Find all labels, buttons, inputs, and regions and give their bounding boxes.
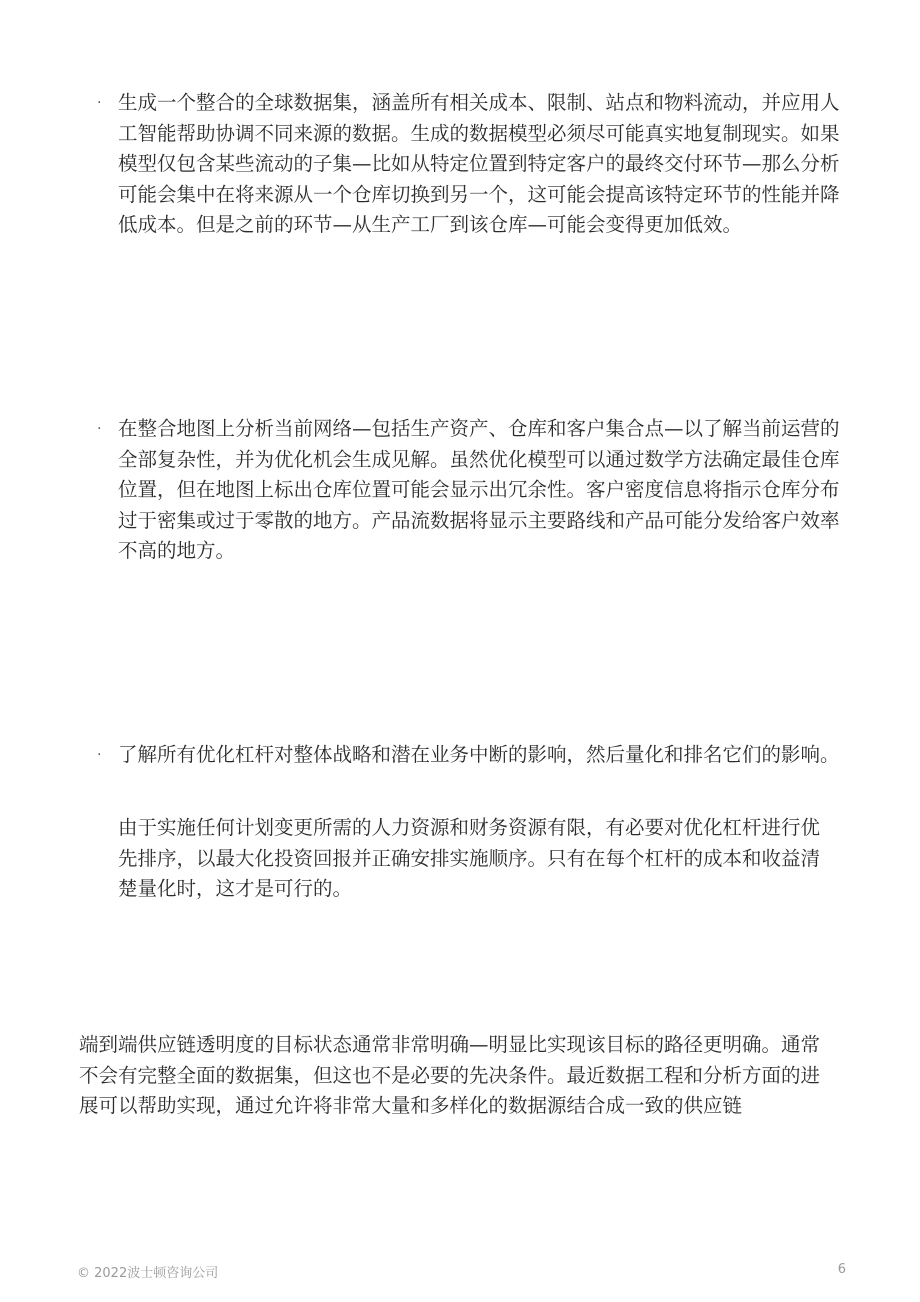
footer-copyright: © 2022波士顿咨询公司 <box>77 1266 219 1281</box>
bullet-marker: · <box>97 747 102 763</box>
bullet-item <box>97 414 842 567</box>
bullet-item <box>97 88 842 241</box>
summary-paragraph: 端到端供应链透明度的目标状态通常非常明确—明显比实现该目标的路径更明确。通常不会有完整全面的数据集，但这也不是必要的先决条件。最近数据工程和分析方面的进展可以帮助实现，通过允许将非常大量和多样化的数据源结合成一致的供应链 <box>79 1033 821 1117</box>
bullet-text: 生成一个整合的全球数据集，涵盖所有相关成本、限制、站点和物料流动，并应用人工智能帮助协调不同来源的数据。生成的数据模型必须尽可能真实地复制现实。如果模型仅包含某些流动的子集—比如从特定位置到特定客户的最终交付环节—那么分析可能会集中在将来源从一个仓库切换到另一个，这可能会提高该特定环节的性能并降低成本。但是之前的环节—从生产工厂到该仓库—可能会变得更加低效。 <box>118 91 840 236</box>
bullet-marker: · <box>97 421 102 437</box>
bullet-text: 在整合地图上分析当前网络—包括生产资产、仓库和客户集合点—以了解当前运营的全部复杂性，并为优化机会生成见解。虽然优化模型可以通过数学方法确定最佳仓库位置，但在地图上标出仓库位置可能会显示出冗余性。客户密度信息将指示仓库分布过于密集或过于零散的地方。产品流数据将显示主要路线和产品可能分发给客户效率不高的地方。 <box>118 417 840 562</box>
page-number: 6 <box>837 1262 846 1277</box>
sub-paragraph: 由于实施任何计划变更所需的人力资源和财务资源有限，有必要对优化杠杆进行优先排序，以最大化投资回报并正确安排实施顺序。只有在每个杠杆的成本和收益清楚量化时，这才是可行的。 <box>118 816 821 900</box>
bullet-item <box>97 740 842 771</box>
bullet-marker: · <box>97 95 102 111</box>
bullet-text: 了解所有优化杠杆对整体战略和潜在业务中断的影响，然后量化和排名它们的影响。 <box>118 743 840 766</box>
